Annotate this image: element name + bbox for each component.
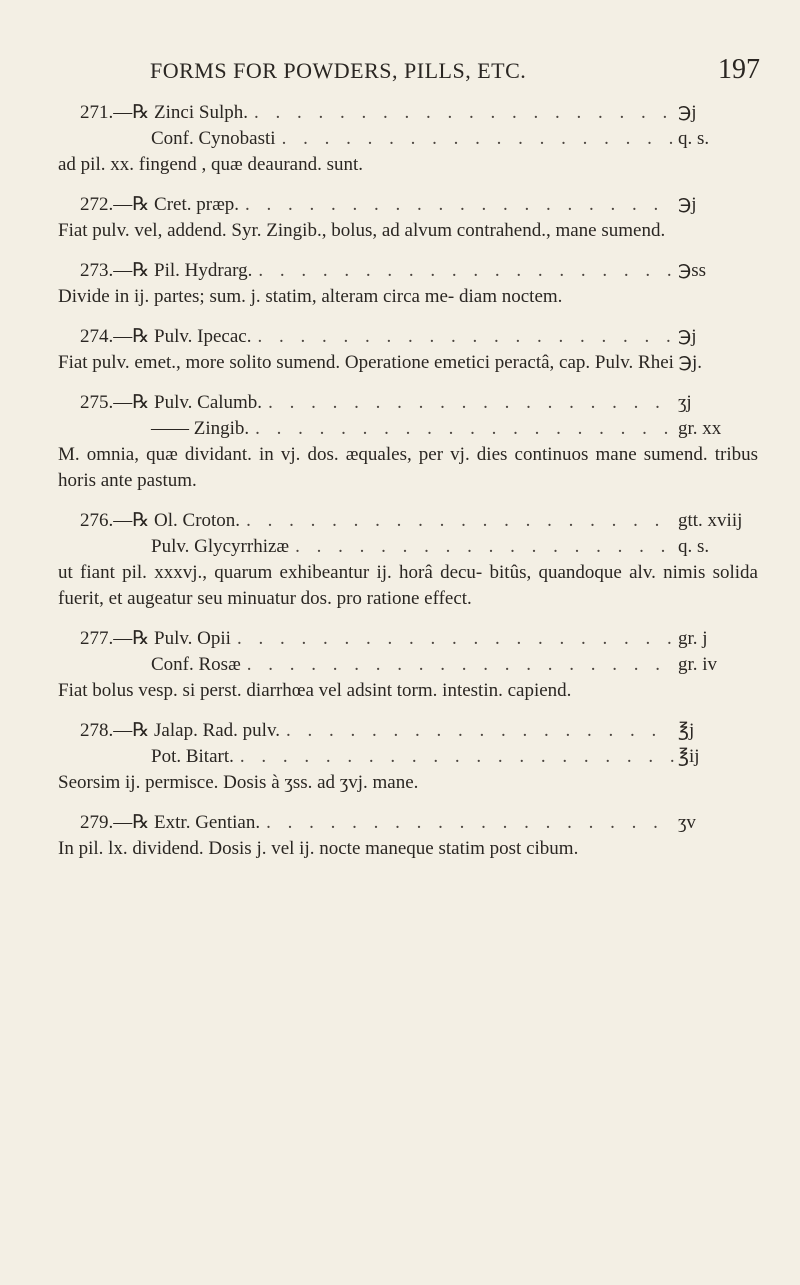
- recipe-275: [58, 390, 758, 494]
- recipe-number: 273.—: [80, 260, 133, 281]
- ingredient-name: Pot. Bitart.: [151, 746, 234, 767]
- recipe-number: 271.—: [80, 102, 133, 123]
- recipe-number: 278.—: [80, 720, 133, 741]
- recipe-279: [58, 810, 758, 862]
- recipe-directions: ad pil. xx. fingend , quæ deaurand. sunt.: [58, 154, 364, 175]
- ingredient-quantity: ℈j: [678, 194, 697, 215]
- dot-leader: [231, 626, 674, 652]
- ingredient-name: ℞ Pulv. Opii: [132, 628, 231, 649]
- ingredient-name: ℞ Ol. Croton.: [132, 510, 241, 531]
- ingredient-quantity: ʒj: [678, 392, 692, 413]
- recipe-277: [58, 626, 758, 704]
- ingredient-line: [58, 534, 758, 560]
- ingredient-name: —— Zingib.: [151, 418, 250, 439]
- dot-leader: [248, 100, 674, 126]
- ingredient-line: [58, 652, 758, 678]
- ingredient-name: ℞ Extr. Gentian.: [132, 812, 261, 833]
- ingredient-name: ℞ Jalap. Rad. pulv.: [132, 720, 280, 741]
- ingredient-name: ℞ Zinci Sulph.: [132, 102, 248, 123]
- recipe-number: 277.—: [80, 628, 133, 649]
- ingredient-quantity: ℥ij: [678, 746, 700, 767]
- ingredient-name: ℞ Pulv. Calumb.: [132, 392, 263, 413]
- recipe-271: [58, 100, 758, 178]
- ingredient-line: [58, 324, 758, 350]
- ingredient-line: [58, 810, 758, 836]
- recipe-directions: In pil. lx. dividend. Dosis j. vel ij. nocte maneque statim post cibum.: [58, 838, 579, 859]
- recipe-directions: ut fiant pil. xxxvj., quarum exhibeantur ij. horâ decu- bitûs, quandoque alv. nimis solida fuerit, et augeatur seu minuatur dos. pro ratione effect.: [58, 562, 758, 609]
- dot-leader: [289, 534, 674, 560]
- ingredient-quantity: q. s.: [678, 536, 710, 557]
- recipe-number: 279.—: [80, 812, 133, 833]
- recipe-directions: Divide in ij. partes; sum. j. statim, alteram circa me- diam noctem.: [58, 286, 563, 307]
- ingredient-line: [58, 390, 758, 416]
- ingredient-name: ℞ Cret. præp.: [132, 194, 239, 215]
- ingredient-line: [58, 718, 758, 744]
- running-title: FORMS FOR POWDERS, PILLS, ETC.: [150, 58, 527, 83]
- ingredient-quantity: ℈ss: [678, 260, 707, 281]
- recipe-directions: Fiat pulv. emet., more solito sumend. Operatione emetici peractâ, cap. Pulv. Rhei ℈j.: [58, 352, 702, 373]
- recipe-directions: Fiat bolus vesp. si perst. diarrhœa vel adsint torm. intestin. capiend.: [58, 680, 572, 701]
- ingredient-quantity: q. s.: [678, 128, 710, 149]
- recipe-number: 272.—: [80, 194, 133, 215]
- dot-leader: [240, 508, 674, 534]
- ingredient-quantity: ℥j: [678, 720, 695, 741]
- dot-leader: [252, 258, 674, 284]
- ingredient-line: [58, 508, 758, 534]
- page-number: 197: [718, 54, 760, 85]
- recipe-directions: M. omnia, quæ dividant. in vj. dos. æquales, per vj. dies continuos mane sumend. tribus horis ante pastum.: [58, 444, 758, 491]
- ingredient-line: [58, 258, 758, 284]
- ingredient-name: Pulv. Glycyrrhizæ: [151, 536, 290, 557]
- dot-leader: [276, 126, 674, 152]
- dot-leader: [241, 652, 674, 678]
- recipe-number: 274.—: [80, 326, 133, 347]
- dot-leader: [251, 324, 674, 350]
- dot-leader: [249, 416, 674, 442]
- recipe-272: [58, 192, 758, 244]
- ingredient-quantity: gr. xx: [678, 418, 722, 439]
- ingredient-quantity: gr. iv: [678, 654, 718, 675]
- recipe-278: [58, 718, 758, 796]
- recipe-273: [58, 258, 758, 310]
- ingredient-quantity: gr. j: [678, 628, 708, 649]
- running-head: [150, 54, 760, 86]
- ingredient-quantity: ℈j: [678, 102, 697, 123]
- ingredient-quantity: ʒv: [678, 812, 696, 833]
- recipe-number: 276.—: [80, 510, 133, 531]
- ingredient-line: [58, 192, 758, 218]
- ingredient-line: [58, 100, 758, 126]
- ingredient-name: ℞ Pulv. Ipecac.: [132, 326, 252, 347]
- dot-leader: [234, 744, 674, 770]
- recipe-list: [58, 100, 758, 876]
- ingredient-line: [58, 744, 758, 770]
- ingredient-name: Conf. Rosæ: [151, 654, 241, 675]
- ingredient-name: ℞ Pil. Hydrarg.: [132, 260, 253, 281]
- ingredient-quantity: ℈j: [678, 326, 697, 347]
- ingredient-line: [58, 626, 758, 652]
- dot-leader: [260, 810, 674, 836]
- ingredient-name: Conf. Cynobasti: [151, 128, 276, 149]
- dot-leader: [262, 390, 674, 416]
- recipe-directions: Fiat pulv. vel, addend. Syr. Zingib., bolus, ad alvum contrahend., mane sumend.: [58, 220, 666, 241]
- dot-leader: [280, 718, 674, 744]
- ingredient-line: [58, 416, 758, 442]
- dot-leader: [239, 192, 674, 218]
- recipe-directions: Seorsim ij. permisce. Dosis à ʒss. ad ʒvj. mane.: [58, 772, 419, 793]
- ingredient-quantity: gtt. xviij: [678, 510, 743, 531]
- ingredient-line: [58, 126, 758, 152]
- recipe-276: [58, 508, 758, 612]
- recipe-number: 275.—: [80, 392, 133, 413]
- recipe-274: [58, 324, 758, 376]
